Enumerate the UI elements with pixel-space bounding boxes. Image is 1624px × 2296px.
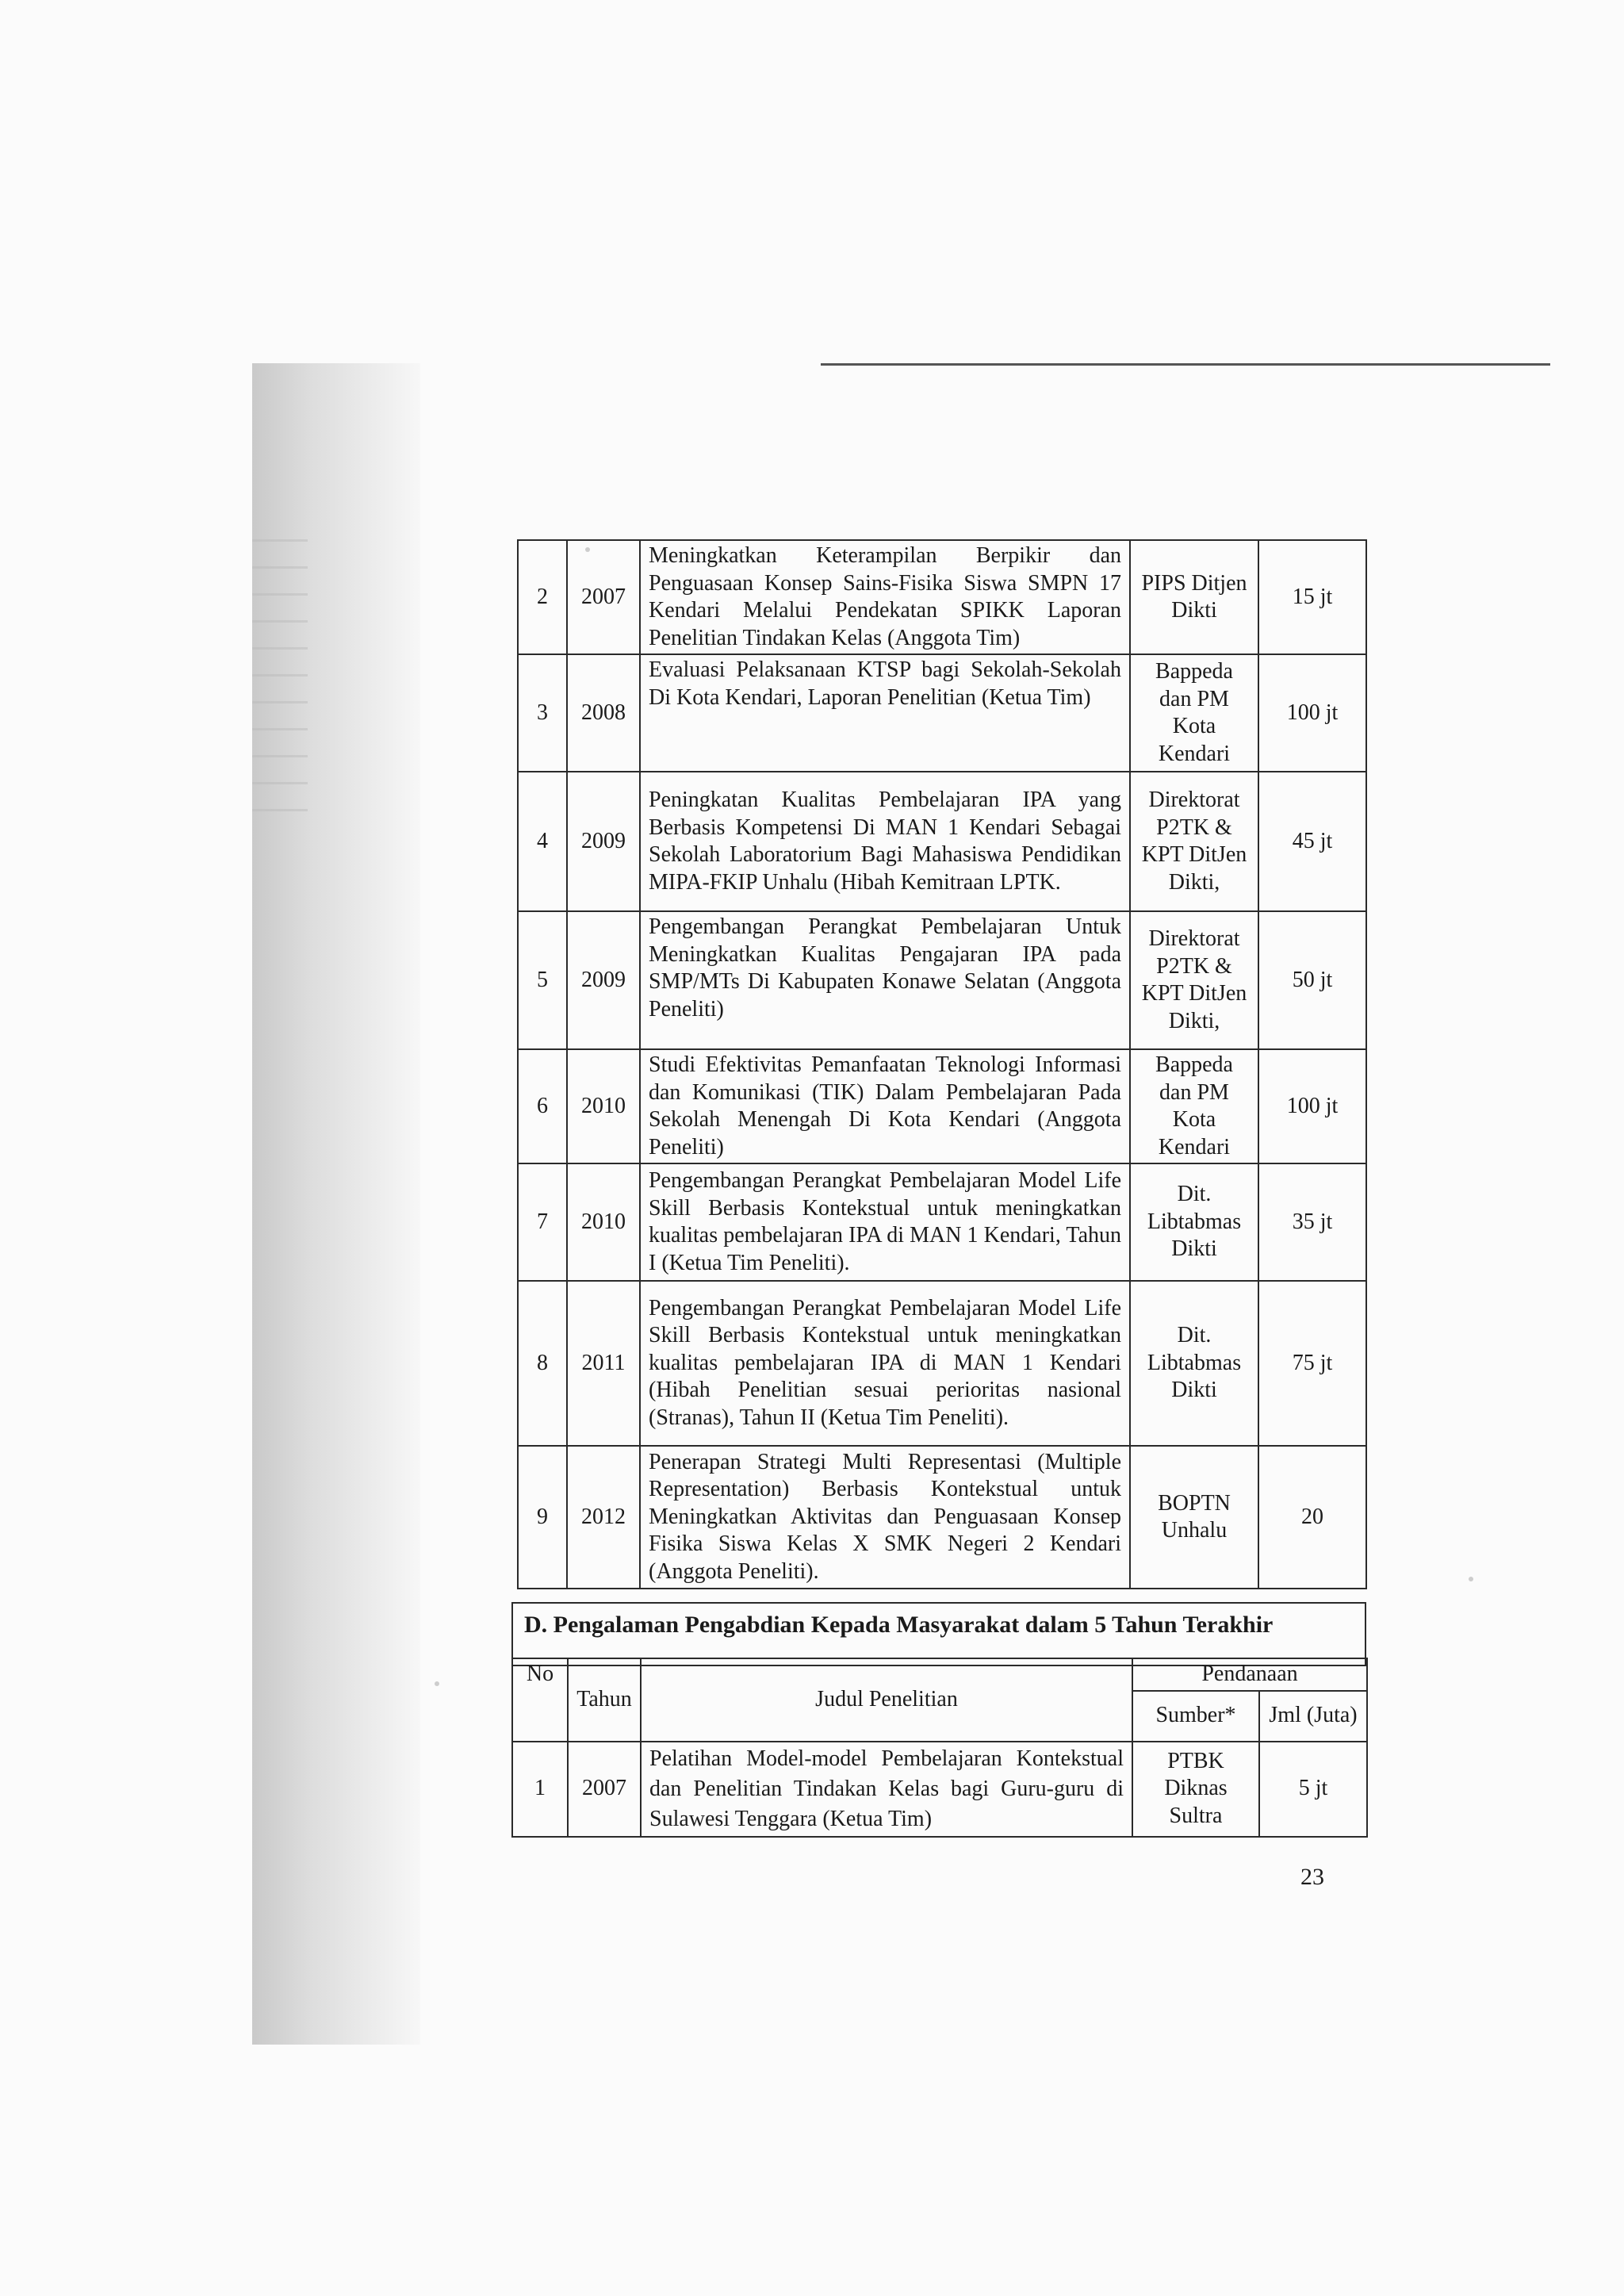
row-year: 2007 bbox=[568, 1742, 641, 1837]
page-edge-line bbox=[821, 363, 1550, 366]
row-year: 2011 bbox=[567, 1281, 640, 1446]
header-no: No bbox=[512, 1658, 568, 1742]
table-row bbox=[512, 1742, 1367, 1837]
row-title: Meningkatkan Keterampilan Berpikir dan Penguasaan Konsep Sains-Fisika Siswa SMPN 17 Kendari Melalui Pendekatan SPIKK Laporan Penelitian Tindakan Kelas (Anggota Tim) bbox=[640, 540, 1130, 654]
row-funding-amount: 15 jt bbox=[1258, 540, 1366, 654]
row-funding-amount: 45 jt bbox=[1258, 772, 1366, 911]
table-row bbox=[518, 654, 1366, 772]
row-funding-source: Direktorat P2TK & KPT DitJen Dikti, bbox=[1130, 772, 1258, 911]
row-number: 1 bbox=[512, 1742, 568, 1837]
row-year: 2007 bbox=[567, 540, 640, 654]
row-number: 2 bbox=[518, 540, 567, 654]
row-title: Pelatihan Model-model Pembelajaran Kontekstual dan Penelitian Tindakan Kelas bagi Guru-guru di Sulawesi Tenggara (Ketua Tim) bbox=[641, 1742, 1132, 1837]
row-funding-source: PTBK Diknas Sultra bbox=[1132, 1742, 1259, 1837]
header-funding: Pendanaan bbox=[1132, 1658, 1367, 1691]
row-number: 5 bbox=[518, 911, 567, 1049]
header-year: Tahun bbox=[568, 1658, 641, 1742]
row-year: 2010 bbox=[567, 1163, 640, 1281]
row-funding-amount: 100 jt bbox=[1258, 654, 1366, 772]
row-number: 6 bbox=[518, 1049, 567, 1163]
row-funding-source: Bappeda dan PM Kota Kendari bbox=[1130, 654, 1258, 772]
row-year: 2010 bbox=[567, 1049, 640, 1163]
row-title: Peningkatan Kualitas Pembelajaran IPA yang Berbasis Kompetensi Di MAN 1 Kendari Sebagai Sekolah Laboratorium Bagi Mahasiswa Pendidikan MIPA-FKIP Unhalu (Hibah Kemitraan LPTK. bbox=[640, 772, 1130, 911]
row-funding-source: Direktorat P2TK & KPT DitJen Dikti, bbox=[1130, 911, 1258, 1049]
community-service-table bbox=[511, 1658, 1368, 1838]
row-funding-amount: 75 jt bbox=[1258, 1281, 1366, 1446]
research-experience-table bbox=[517, 539, 1367, 1589]
row-number: 3 bbox=[518, 654, 567, 772]
row-year: 2009 bbox=[567, 772, 640, 911]
section-d-heading-box bbox=[511, 1602, 1366, 1666]
page-number: 23 bbox=[1300, 1864, 1324, 1890]
row-funding-amount: 50 jt bbox=[1258, 911, 1366, 1049]
header-source: Sumber* bbox=[1132, 1691, 1259, 1742]
row-funding-amount: 5 jt bbox=[1259, 1742, 1367, 1837]
section-heading: D. Pengalaman Pengabdian Kepada Masyarakat dalam 5 Tahun Terakhir bbox=[512, 1603, 1365, 1665]
table-row bbox=[518, 1281, 1366, 1446]
row-number: 9 bbox=[518, 1446, 567, 1589]
scan-speck bbox=[1469, 1577, 1473, 1581]
row-number: 8 bbox=[518, 1281, 567, 1446]
row-number: 7 bbox=[518, 1163, 567, 1281]
row-funding-source: Bappeda dan PM Kota Kendari bbox=[1130, 1049, 1258, 1163]
row-year: 2008 bbox=[567, 654, 640, 772]
table-row bbox=[518, 772, 1366, 911]
row-funding-amount: 20 bbox=[1258, 1446, 1366, 1589]
row-funding-source: BOPTN Unhalu bbox=[1130, 1446, 1258, 1589]
table-row bbox=[518, 1446, 1366, 1589]
row-title: Studi Efektivitas Pemanfaatan Teknologi Informasi dan Komunikasi (TIK) Dalam Pembelajaran Pada Sekolah Menengah Di Kota Kendari (Anggota Peneliti) bbox=[640, 1049, 1130, 1163]
row-funding-amount: 100 jt bbox=[1258, 1049, 1366, 1163]
row-title: Penerapan Strategi Multi Representasi (Multiple Representation) Berbasis Kontekstual untuk Meningkatkan Aktivitas dan Penguasaan Konsep Fisika Siswa Kelas X SMK Negeri 2 Kendari (Anggota Peneliti). bbox=[640, 1446, 1130, 1589]
table-row bbox=[518, 911, 1366, 1049]
row-funding-source: Dit. Libtabmas Dikti bbox=[1130, 1281, 1258, 1446]
row-title: Evaluasi Pelaksanaan KTSP bagi Sekolah-Sekolah Di Kota Kendari, Laporan Penelitian (Ketua Tim) bbox=[640, 654, 1130, 772]
spine-texture bbox=[252, 539, 308, 825]
scan-speck bbox=[435, 1681, 439, 1686]
row-year: 2009 bbox=[567, 911, 640, 1049]
table-row bbox=[518, 1163, 1366, 1281]
table-row bbox=[518, 1049, 1366, 1163]
scan-speck bbox=[585, 547, 590, 552]
table-row bbox=[518, 540, 1366, 654]
row-funding-amount: 35 jt bbox=[1258, 1163, 1366, 1281]
row-funding-source: Dit. Libtabmas Dikti bbox=[1130, 1163, 1258, 1281]
row-title: Pengembangan Perangkat Pembelajaran Untuk Meningkatkan Kualitas Pengajaran IPA pada SMP/MTs Di Kabupaten Konawe Selatan (Anggota Peneliti) bbox=[640, 911, 1130, 1049]
row-number: 4 bbox=[518, 772, 567, 911]
row-year: 2012 bbox=[567, 1446, 640, 1589]
header-amount: Jml (Juta) bbox=[1259, 1691, 1367, 1742]
row-funding-source: PIPS Ditjen Dikti bbox=[1130, 540, 1258, 654]
header-title: Judul Penelitian bbox=[641, 1658, 1132, 1742]
row-title: Pengembangan Perangkat Pembelajaran Model Life Skill Berbasis Kontekstual untuk meningkatkan kualitas pembelajaran IPA di MAN 1 Kendari (Hibah Penelitian sesuai perioritas nasional (Stranas), Tahun II (Ketua Tim Peneliti). bbox=[640, 1281, 1130, 1446]
row-title: Pengembangan Perangkat Pembelajaran Model Life Skill Berbasis Kontekstual untuk meningkatkan kualitas pembelajaran IPA di MAN 1 Kendari, Tahun I (Ketua Tim Peneliti). bbox=[640, 1163, 1130, 1281]
